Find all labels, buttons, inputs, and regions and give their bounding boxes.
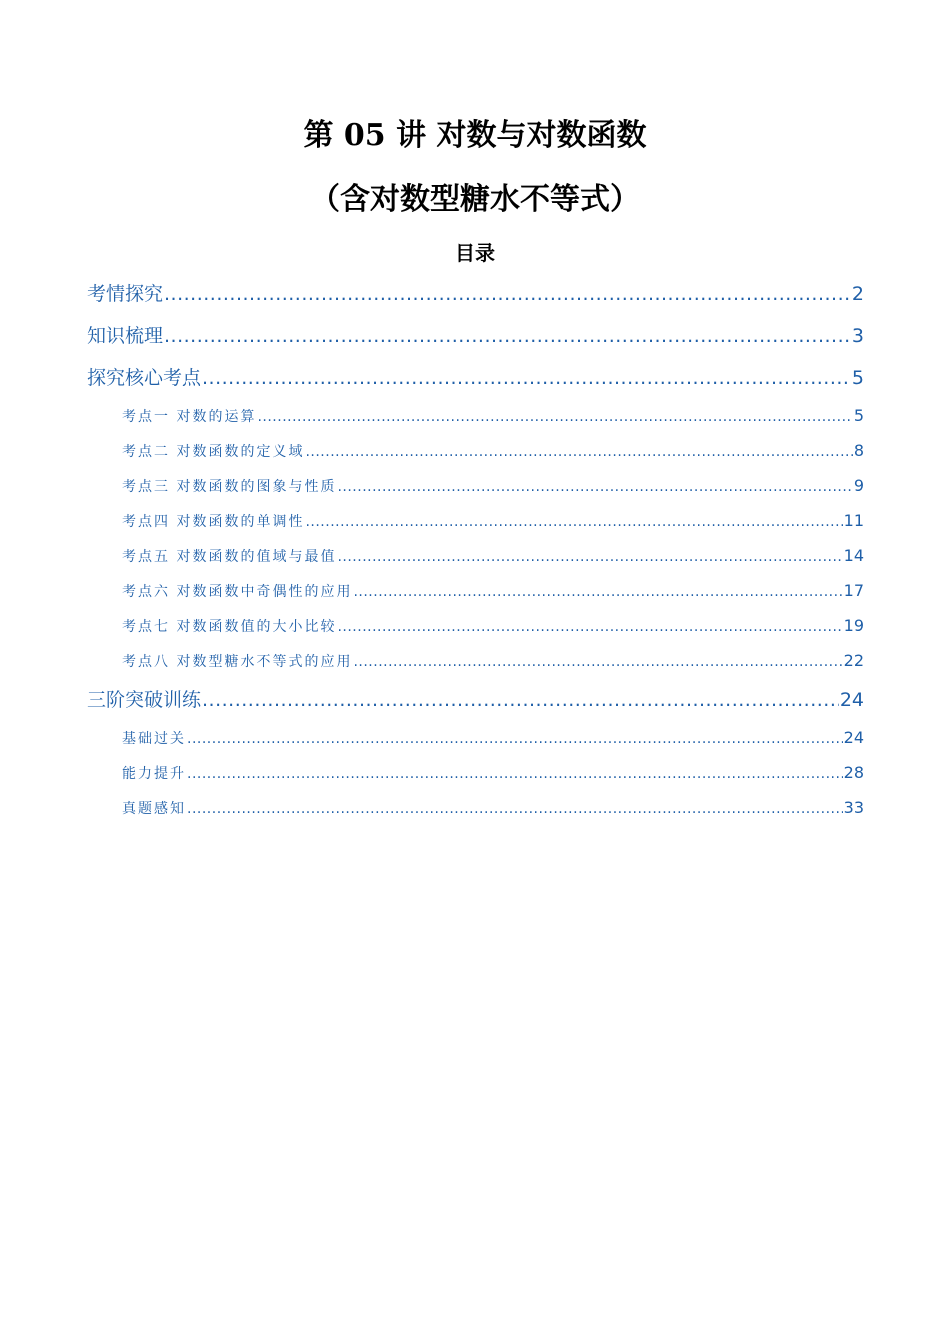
toc-entry-label: 真题感知 xyxy=(122,801,186,817)
toc-page-number: 24 xyxy=(839,689,864,711)
toc-leader-dots xyxy=(187,764,843,784)
toc-entry-kaodian-6[interactable] xyxy=(122,581,864,601)
toc-page-number: 22 xyxy=(843,651,864,670)
toc-entry-label: 考点二 对数函数的定义域 xyxy=(122,444,305,460)
toc-page-number: 11 xyxy=(843,511,864,530)
toc-leader-dots xyxy=(305,512,842,532)
toc-leader-dots xyxy=(353,652,842,672)
toc-entry-kaodian-7[interactable] xyxy=(122,616,864,636)
toc-leader-dots xyxy=(164,281,851,307)
toc-leader-dots xyxy=(202,687,839,713)
toc-leader-dots xyxy=(337,547,842,567)
toc-leader-dots xyxy=(353,582,842,602)
toc-entry-label: 考点七 对数函数值的大小比较 xyxy=(122,619,337,635)
toc-entry-sanjie[interactable] xyxy=(87,687,864,713)
toc-leader-dots xyxy=(337,477,852,497)
toc-leader-dots xyxy=(187,729,843,749)
toc-entry-label: 考点一 对数的运算 xyxy=(122,409,257,425)
toc-entry-zhenti[interactable] xyxy=(122,798,864,818)
toc-leader-dots xyxy=(187,799,843,819)
toc-entry-label: 基础过关 xyxy=(122,731,186,747)
toc-page-number: 19 xyxy=(843,616,864,635)
toc-entry-kaodian-8[interactable] xyxy=(122,651,864,671)
toc-entry-label: 考点三 对数函数的图象与性质 xyxy=(122,479,337,495)
toc-page-number: 2 xyxy=(851,283,864,305)
toc-entry-kaodian-1[interactable] xyxy=(122,406,864,426)
toc-page-number: 5 xyxy=(853,406,864,425)
toc-entry-label: 考点六 对数函数中奇偶性的应用 xyxy=(122,584,353,600)
toc-entry-kaodian-5[interactable] xyxy=(122,546,864,566)
toc-leader-dots xyxy=(257,407,852,427)
toc-leader-dots xyxy=(337,617,842,637)
toc-entry-label: 考情探究 xyxy=(87,283,164,305)
toc-page-number: 17 xyxy=(843,581,864,600)
toc-leader-dots xyxy=(202,365,851,391)
toc-entry-zhishi[interactable] xyxy=(87,323,864,349)
toc-entry-kaodian-3[interactable] xyxy=(122,476,864,496)
toc-leader-dots xyxy=(164,323,851,349)
toc-leader-dots xyxy=(305,442,852,462)
toc-entry-kaodian-4[interactable] xyxy=(122,511,864,531)
toc-page-number: 28 xyxy=(843,763,864,782)
toc-entry-tanjiu[interactable] xyxy=(87,365,864,391)
toc-entry-kaoqing[interactable] xyxy=(87,281,864,307)
toc-entry-nengli[interactable] xyxy=(122,763,864,783)
toc-entry-jichu[interactable] xyxy=(122,728,864,748)
toc-entry-label: 考点五 对数函数的值域与最值 xyxy=(122,549,337,565)
toc-page-number: 14 xyxy=(843,546,864,565)
toc-entry-label: 考点八 对数型糖水不等式的应用 xyxy=(122,654,353,670)
toc-page-number: 24 xyxy=(843,728,864,747)
toc-page-number: 9 xyxy=(853,476,864,495)
toc-page-number: 8 xyxy=(853,441,864,460)
toc-heading: 目录 xyxy=(455,241,495,265)
toc-page-number: 33 xyxy=(843,798,864,817)
toc-entry-label: 三阶突破训练 xyxy=(87,689,202,711)
toc-page-number: 5 xyxy=(851,367,864,389)
toc-page-number: 3 xyxy=(851,325,864,347)
toc-entry-label: 考点四 对数函数的单调性 xyxy=(122,514,305,530)
toc-entry-kaodian-2[interactable] xyxy=(122,441,864,461)
toc-entry-label: 知识梳理 xyxy=(87,325,164,347)
toc-entry-label: 探究核心考点 xyxy=(87,367,202,389)
document-subtitle: （含对数型糖水不等式） xyxy=(310,182,640,217)
toc-entry-label: 能力提升 xyxy=(122,766,186,782)
document-title: 第 05 讲 对数与对数函数 xyxy=(303,118,647,153)
